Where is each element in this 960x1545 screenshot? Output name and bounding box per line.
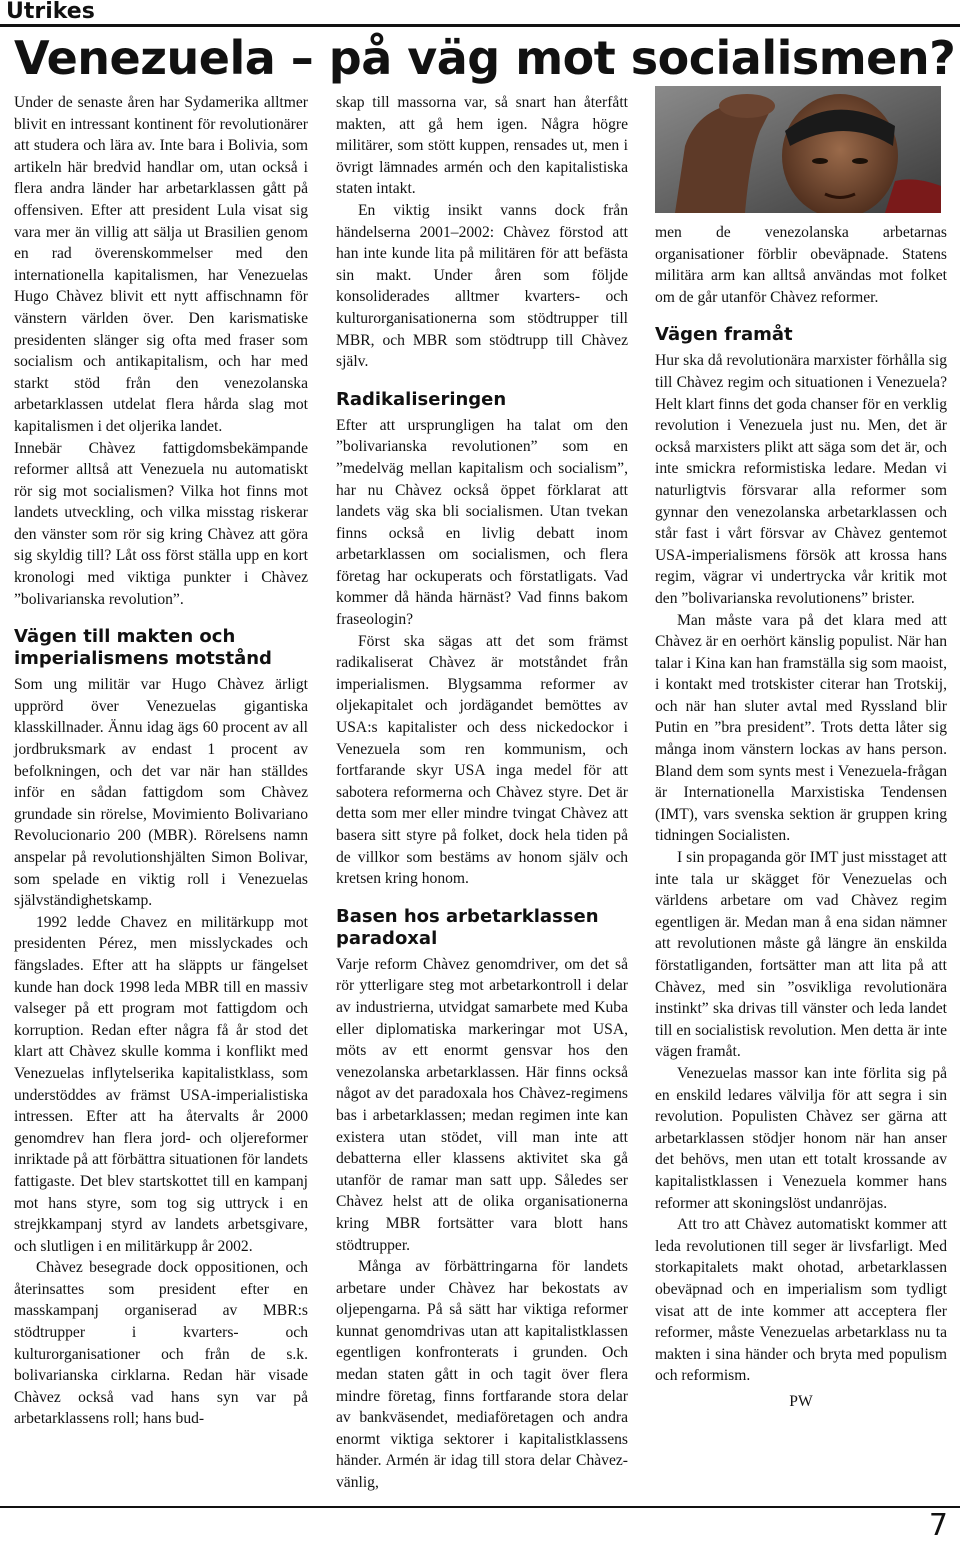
subheading: Radikaliseringen xyxy=(336,388,507,410)
subheading: Vägen framåt xyxy=(655,324,793,346)
section-label: Utrikes xyxy=(6,0,95,24)
paragraph: I sin propaganda gör IMT just misstaget att inte tala ur skägget för Venezuelas och världens arbetare om vad Chàvez regim egentligen är. Medan man å ena sidan nämner att revolutionen måste gå längre än enskilda förstatliganden, fortsätter man att lita på att Chàvez, med sin ”osvikliga revolutionära instinkt” ska drivas till vänster och leda landet till en socialistisk revolution. Men detta är inte vägen framåt. xyxy=(655,849,947,1061)
paragraph: En viktig insikt vanns dock från händelserna 2001–2002: Chàvez förstod att han inte kunde lita på militären för att befästa sin makt. Under åren som följde konsoliderades alltmer kvarters- och kulturorganisationerna som stödtrupper till MBR, och MBR som stödtrupp till Chàvez själv. xyxy=(336,201,628,371)
paragraph: Som ung militär var Hugo Chàvez ärligt upprörd över Venezuelas gigantiska klasskillnader. Ännu idag ägs 60 procent av all jordbruksmark av endast 1 procent av befolkningen, och det var när han ställdes inför en sådan fattigdom som Chàvez grundade sin rörelse, Movimiento Bolivariano Revolucionario 200 (MBR). Rörelsens namn anspelar på revolutionshjälten Simon Bolivar, som spelade en viktig roll i Venezuelas självständighetskamp. xyxy=(14,676,308,910)
paragraph: Venezuelas massor kan inte förlita sig på en enskild ledares välvilja för att segra i sin revolution. Populisten Chàvez ser gärna att arbetarklassen stödjer honom när han anser det behövs, men utan ett totalt krossande av kapitalistklassen i Venezuela kommer hans reformer att skoningslöst undanröjas. xyxy=(655,1064,947,1212)
paragraph: skap till massorna var, så snart han återfått makten, att gå hem igen. Några högre militärer, som stött kuppen, rensades ut, men i övrigt lämnades armén och den kapitalistiska staten intakt. xyxy=(336,94,628,198)
page-number: 7 xyxy=(928,1508,948,1543)
photo-image xyxy=(655,86,941,213)
paragraph: Hur ska då revolutionära marxister förhålla sig till Chàvez regim och situationen i Venezuela? Helt klart finns det goda chanser för en verklig revolution i Venezuela just nu. Men, det är också marxisters plikt att säga som det är, och inte smickra reformistiska ledare. Medan vi naturligtvis försvarar alla reformer som gynnar den venezolanska arbetarklassen och står fast i vårt försvar av Chàvez gentemot USA-imperialismens försök att krossa hans regim, vägrar vi undertrycka vår kritik mot den ”bolivarianska revolutionens” brister. xyxy=(655,352,947,607)
paragraph: Efter att ursprungligen ha talat om den ”bolivarianska revolutionen” som en ”medelväg mellan kapitalism och socialism”, har nu Chàvez också öppet förklarat att landets väg ska bli socialismen. Utan tvekan finns också en livlig debatt inom arbetarklassen om socialismen, och flera företag har ockuperats och förstatligats. Vad kommer då hända härnäst? Vad finns bakom fraseologin? xyxy=(336,416,628,629)
paragraph: Att tro att Chàvez automatiskt kommer att leda revolutionen till seger är livsfarligt. Med storkapitalets makt ohotad, arbetarklassen obeväpnad och en imperialism som tydligt visat att de inte kommer att acceptera fler reformer, måste Venezuelas arbetarklass nu ta makten i sina händer och bryta med populism och reformism. xyxy=(655,1216,947,1385)
column-2 xyxy=(336,92,628,1494)
paragraph: Man måste vara på det klara med att Chàvez är en oerhört känslig populist. När han talar i Kina kan han framställa sig som maoist, i kontakt med trotskister citerar han Trotskij, och när han sluter avtal med Ryssland blir Putin en ”bra president”. Trots detta låter sig många inom vänstern lockas av hans person. Bland dem som synts mest i Venezuela-frågan är Internationella Marxistiska Tendensen (IMT), vars svenska sektion är gruppen kring tidningen Socialisten. xyxy=(655,611,947,845)
subheading: Vägen till makten och imperialismens motstånd xyxy=(14,626,272,670)
subheading: Basen hos arbetarklassen paradoxal xyxy=(336,905,599,949)
bottom-rule xyxy=(0,1506,960,1508)
paragraph: Under de senaste åren har Sydamerika alltmer blivit en intressant kontinent för revolutionärer att studera och lära av. Inte bara i Bolivia, som artikeln här bredvid handlar om, utan också i flera andra länder har arbetarklassen gått på offensiven. Efter att president Lula visat sig vara mer än villig att sälja ut Brasilien genom en rad överenskommelser med den internationella kapitalismen, har Venezuelas Hugo Chàvez blivit ett nytt affischnamn för vänstern världen över. Den karismatiske presidenten slänger sig ofta med fraser som socialism och antikapitalism, och har med starkt stöd från den venezolanska arbetarklassen utdelat flera hårda slag mot kapitalismen i det oljerika landet. xyxy=(14,94,308,435)
paragraph: Varje reform Chàvez genomdriver, om det så rör ytterligare steg mot arbetarkontroll i delar av industrierna, utvidgat samarbete med Kuba eller diplomatiska markeringar mot USA, möts av ett enormt gensvar hos den venezolanska arbetarklassen. Här finns också något av det paradoxala hos Chàvez-regimens bas i arbetarklassen; medan regimen inte kan existera utan stödet, vill man inte att debatterna eller klassens aktivitet ska gå utanför de ramar man satt upp. Således ser Chàvez helst att de olika organisationerna kring MBR fortsätter vara blott hans stödtrupper. xyxy=(336,955,628,1254)
top-rule xyxy=(0,24,960,27)
column-3 xyxy=(655,222,947,1412)
paragraph: 1992 ledde Chavez en militärkupp mot presidenten Pérez, men misslyckades och fängslades. Efter att ha släppts ur fängelset kunde han dock 1998 leda MBR till en massiv valseger på ett program mot fattigdom och korruption. Redan efter några få år stod det klart att Chàvez skulle komma i konflikt med Venezuelas inflytelserika kapitalistklass, som understöddes av främst USA-imperialistiska intressen. Efter att ha återvalts år 2000 genomdrev han flera jord- och oljereformer inriktade på att förbättra situationen för landets fattigaste. Det blev startskottet till en kampanj mot hans styre, som tog sig uttryck i en strejkkampanj styrd av landets arbetsgivare, och slutligen i en militärkupp år 2002. xyxy=(14,913,308,1255)
paragraph: Chàvez besegrade dock oppositionen, och återinsattes som president efter en masskampanj organiserad av MBR:s stödtrupper i kvarters- och kulturorganisationer och från de s.k. bolivarianska cirklarna. Redan här visade Chàvez också vad hans syn var på arbetarklassens roll; hans bud- xyxy=(14,1259,308,1428)
column-1 xyxy=(14,92,308,1430)
paragraph: Många av förbättringarna för landets arbetare under Chàvez har bekostats av oljepengarna. På så sätt har viktiga reformer kunnat genomdrivas utan att kapitalistklassen egentligen konfronterats i grunden. Och medan staten gått in och tagit över flera mindre företag, finns fortfarande stora delar av bankväsendet, mediaföretagen och andra enormt viktiga sektorer i kapitalistklassens händer. Armén är idag till stora delar Chàvez-vänlig, xyxy=(336,1258,628,1492)
paragraph: men de venezolanska arbetarnas organisationer förblir obeväpnade. Statens militära arm kan alltså användas mot folket om de går utanför Chàvez reformer. xyxy=(655,224,947,306)
headline: Venezuela – på väg mot socialismen? xyxy=(14,31,956,85)
paragraph: Innebär Chàvez fattigdomsbekämpande reformer alltså att Venezuela nu automatiskt rör sig mot socialismen? Vilka hot finns mot landets utveckling, och vilka misstag riskerar den vänster som rör sig kring Chàvez att göra sig skyldig till? Låt oss först ställa upp en kort kronologi med viktiga punkter i Chàvez ”bolivarianska revolution”. xyxy=(14,439,308,608)
paragraph: Först ska sägas att det som främst radikaliserat Chàvez är motståndet från imperialismen. Blygsamma reformer av oljekapitalet och jordägandet bemöttes av USA:s kapitalister och dess nickedockor i Venezuela som ren kommunism, och fortfarande skyr USA inga medel för att sabotera reformerna och Chàvez styre. Det är detta som mer eller mindre tvingat Chàvez att basera sitt styre på folket, dock hela tiden på de villkor som bestäms av honom själv och kretsen kring honom. xyxy=(336,632,628,888)
chavez-photo xyxy=(655,86,941,213)
author-signature: PW xyxy=(789,1392,813,1410)
